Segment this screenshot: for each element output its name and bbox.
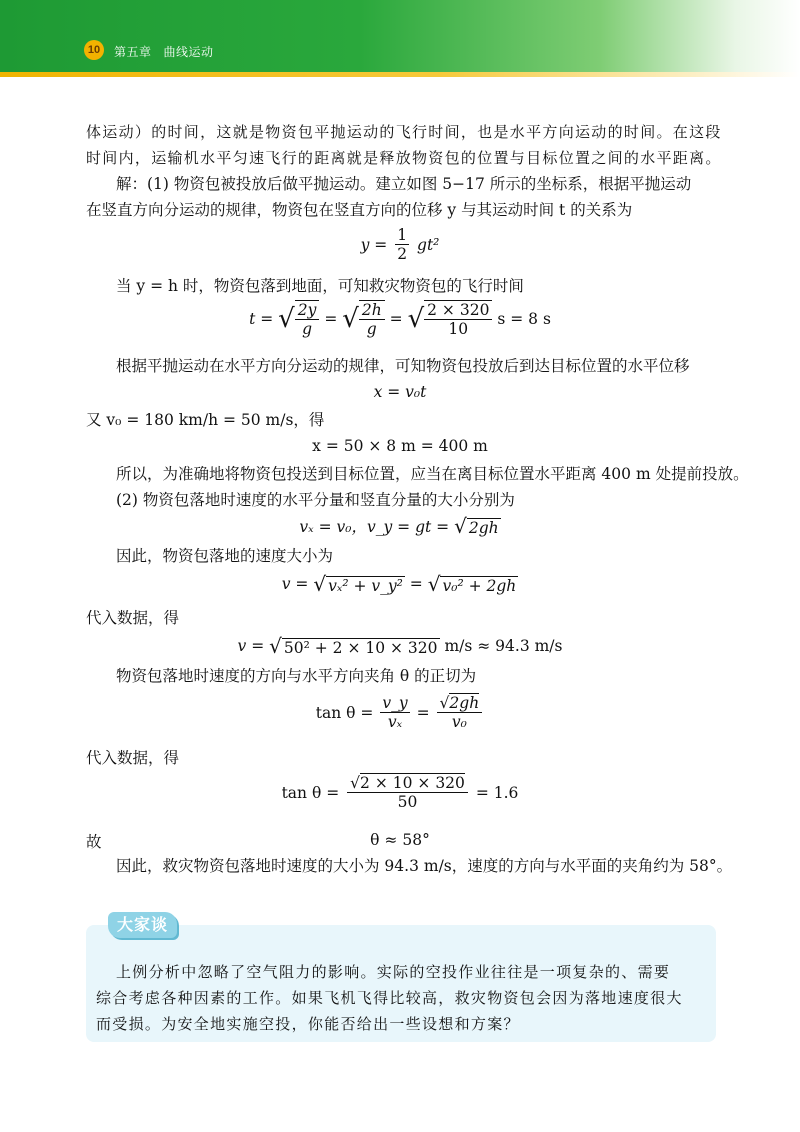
conclusion-line: 因此，救灾物资包落地时速度的大小为 94.3 m/s，速度的方向与水平面的夹角约为 58°。: [116, 857, 733, 875]
eq-result: m/s ≈ 94.3 m/s: [444, 637, 563, 655]
fraction-denominator: 10: [448, 320, 469, 338]
equation-x: x = v₀t: [373, 383, 427, 401]
radical-sign: √: [427, 572, 441, 596]
fraction-denominator: vₓ: [387, 713, 403, 731]
radicand: vₓ² + v_y²: [328, 577, 403, 595]
fraction-numerator: v_y: [382, 694, 408, 712]
eq-lhs: tan θ =: [315, 703, 374, 722]
sqrt-2h-g: [342, 300, 384, 338]
fraction-numerator: [437, 694, 483, 713]
discussion-tag: 大家谈: [108, 912, 177, 938]
solution-line: 在竖直方向分运动的规律，物资包在竖直方向的位移 y 与其运动时间 t 的关系为: [86, 201, 633, 219]
radicand: 2gh: [468, 519, 499, 537]
paragraph-line: 物资包落地时速度的方向与水平方向夹角 θ 的正切为: [116, 667, 477, 685]
fraction-denominator: v₀: [451, 713, 467, 731]
paragraph-line: 体运动）的时间，这就是物资包平抛运动的飞行时间，也是水平方向运动的时间。在这段: [86, 123, 722, 141]
discussion-line: 上例分析中忽略了空气阻力的影响。实际的空投作业往往是一项复杂的、需要: [116, 963, 671, 981]
discussion-line: 综合考虑各种因素的工作。如果飞机飞得比较高，救灾物资包会因为落地速度很大: [96, 989, 683, 1007]
solution-line: 解：(1) 物资包被投放后做平抛运动。建立如图 5−17 所示的坐标系，根据平抛运动: [116, 175, 692, 193]
radical-sign: √: [278, 304, 295, 334]
equals-sign: =: [389, 310, 403, 328]
chapter-name: 曲线运动: [163, 45, 214, 59]
fraction: [347, 774, 468, 811]
equation-tan-value: [0, 774, 800, 811]
eq-result: = 1.6: [475, 783, 519, 802]
radical-sign: √: [439, 694, 450, 712]
eq-lhs: vₓ = v₀，v_y = gt =: [299, 518, 450, 536]
radical-sign: √: [269, 634, 282, 658]
equals-sign: =: [409, 575, 423, 593]
fraction: [380, 694, 409, 731]
eq-result: s = 8 s: [497, 310, 551, 328]
sqrt-2y-g: [278, 300, 319, 338]
fraction-numerator: 2h: [359, 301, 385, 320]
sqrt-2gh: [454, 514, 501, 538]
fraction-denominator: g: [366, 320, 377, 338]
equation-speed-value: [0, 634, 800, 658]
paragraph-line: 根据平抛运动在水平方向分运动的规律，可知物资包投放后到达目标位置的水平位移: [116, 357, 690, 375]
fraction-numerator: 1: [397, 226, 408, 244]
fraction-denominator: 50: [397, 793, 418, 811]
eq-lhs: v =: [281, 575, 309, 593]
paragraph-line: 代入数据，得: [86, 609, 180, 627]
radical-sign: √: [407, 304, 425, 334]
fraction: [437, 694, 483, 731]
equation-tan: [0, 694, 800, 731]
paragraph-line: 当 y = h 时，物资包落到地面，可知救灾物资包的飞行时间: [116, 277, 524, 295]
paragraph-line: (2) 物资包落地时速度的水平分量和竖直分量的大小分别为: [116, 491, 515, 509]
sqrt-numeric: [408, 300, 493, 338]
eq-rhs: gt²: [417, 235, 440, 254]
radical-sign: √: [313, 572, 327, 596]
radicand: 50² + 2 × 10 × 320: [283, 639, 438, 657]
equation-components: [0, 514, 800, 538]
equation-theta: θ ≈ 58°: [370, 831, 430, 849]
chapter-title: [114, 43, 214, 60]
radical-sign: √: [342, 304, 359, 334]
radical-sign: √: [350, 774, 361, 792]
paragraph-line: 时间内，运输机水平匀速飞行的距离就是释放物资包的位置与目标位置之间的水平距离。: [86, 149, 722, 167]
eq-lhs: t =: [249, 310, 274, 328]
eq-lhs: y =: [360, 235, 388, 254]
radicand: 2 × 10 × 320: [360, 774, 465, 792]
radical-sign: √: [454, 514, 467, 538]
equation-speed: [0, 572, 800, 596]
sqrt-numeric: [269, 634, 439, 658]
fraction-denominator: g: [302, 320, 313, 338]
fraction-numerator: 2y: [295, 301, 320, 320]
eq-lhs: v =: [237, 637, 265, 655]
fraction-numerator: 2 × 320: [424, 301, 492, 320]
therefore-label: 故: [86, 833, 102, 851]
fraction: [395, 226, 409, 263]
sqrt-v0-2gh: [428, 572, 519, 596]
chapter-header-band: [0, 0, 800, 75]
equation-t: [0, 300, 800, 338]
sqrt-components: [313, 572, 405, 596]
eq-lhs: tan θ =: [281, 783, 340, 802]
radicand: 2gh: [449, 694, 480, 712]
paragraph-line: 代入数据，得: [86, 749, 180, 767]
radicand: v₀² + 2gh: [442, 577, 517, 595]
header-rule: [0, 72, 800, 77]
chapter-label: 第五章: [114, 45, 152, 59]
fraction-numerator: [347, 774, 468, 793]
equation-y: [0, 226, 800, 263]
fraction-denominator: 2: [397, 245, 408, 263]
paragraph-line: 因此，物资包落地的速度大小为: [116, 547, 334, 565]
equals-sign: =: [416, 703, 430, 722]
discussion-line: 而受损。为安全地实施空投，你能否给出一些设想和方案？: [96, 1015, 520, 1033]
paragraph-line: 所以，为准确地将物资包投送到目标位置，应当在离目标位置水平距离 400 m 处提前投放。: [116, 465, 749, 483]
equals-sign: =: [324, 310, 338, 328]
page-number: 10: [84, 40, 104, 60]
paragraph-line: 又 v₀ = 180 km/h = 50 m/s，得: [86, 411, 325, 429]
equation-x-value: x = 50 × 8 m = 400 m: [312, 437, 488, 455]
